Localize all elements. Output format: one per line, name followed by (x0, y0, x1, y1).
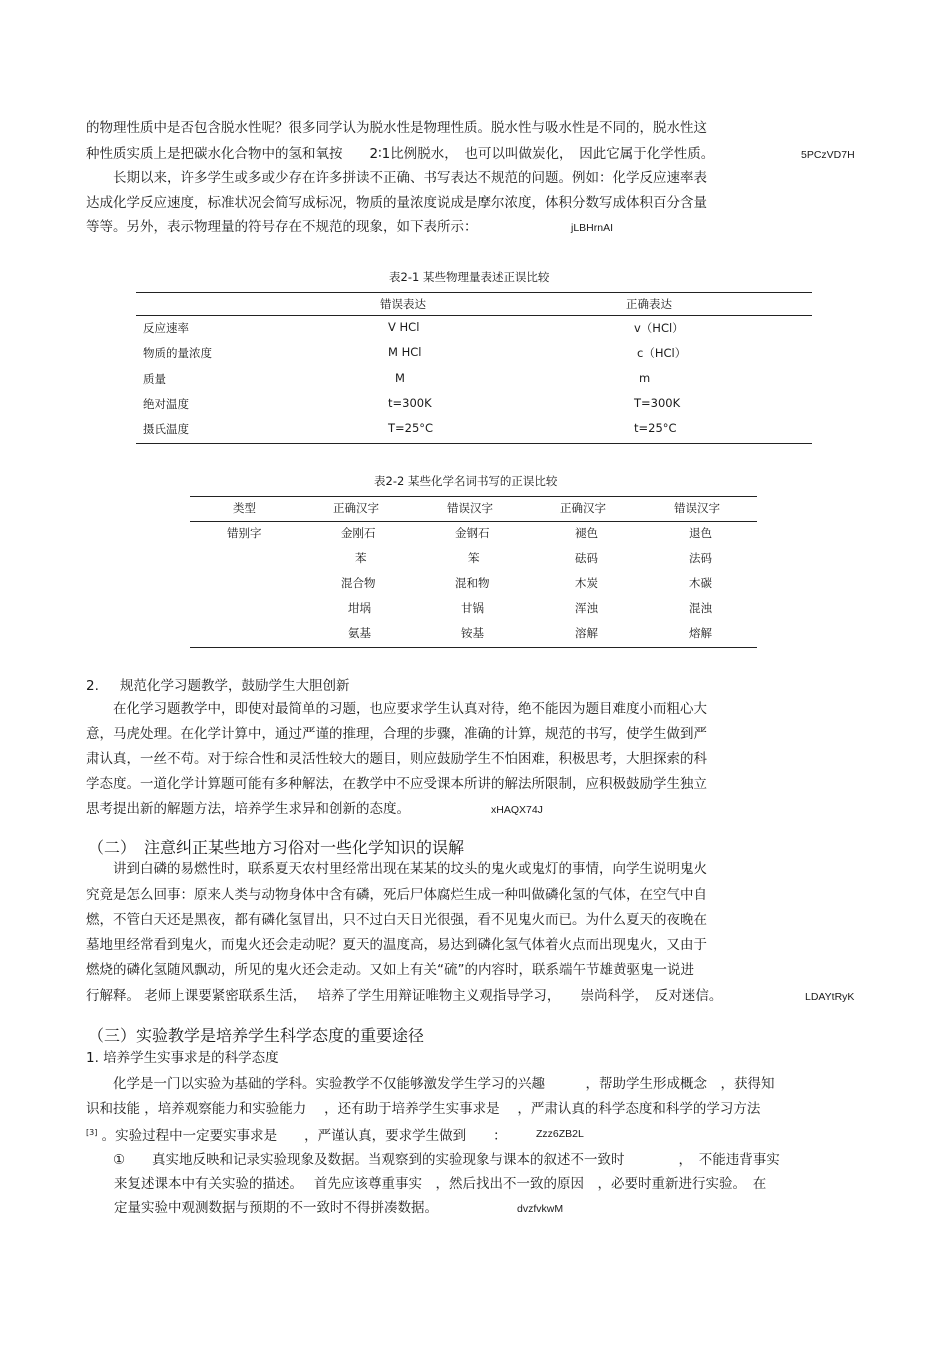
para-line: 识和技能 ，培养观察能力和实验能力 ，还有助于培养学生实事求是 ，严肃认真的科学态度和科学的学习方法 (86, 1101, 761, 1117)
table-rule (190, 647, 757, 648)
para-line: 学态度。一道化学计算题可能有多种解法，在教学中不应受课本所讲的解法所限制，应积极鼓励学生独立 (86, 776, 707, 792)
para-line: 长期以来，许多学生或多或少存在许多拼读不正确、书写表达不规范的问题。例如：化学反应速率表 (86, 170, 707, 186)
section-number: 2. (86, 678, 99, 694)
table-cell: 木炭 (575, 576, 598, 590)
para-line: 种性质实质上是把碳水化合物中的氢和氧按 2∶1比例脱水， 也可以叫做炭化， 因此它属于化学性质。 (86, 146, 715, 162)
para-line: 意，马虎处理。在化学计算中，通过严谨的推理，合理的步骤，准确的计算，规范的书写，使学生做到严 (86, 726, 707, 742)
section-heading: （三）实验教学是培养学生科学态度的重要途径 (88, 1026, 425, 1045)
para-line: 真实地反映和记录实验现象及数据。当观察到的实验现象与课本的叙述不一致时 ， 不能违背事实 (152, 1152, 780, 1168)
table-cell: M HCl (388, 345, 422, 359)
para-line: 达成化学反应速度，标准状况会简写成标况，物质的量浓度说成是摩尔浓度，体积分数写成体积百分含量 (86, 195, 707, 211)
table-cell: T=300K (634, 396, 681, 410)
table-header: 错误表达 (380, 297, 426, 311)
table-header: 错误汉字 (447, 501, 493, 515)
table-cell: 错别字 (227, 526, 262, 540)
section-heading: （二） 注意纠正某些地方习俗对一些化学知识的误解 (88, 838, 465, 857)
table-header: 正确汉字 (560, 501, 606, 515)
para-line: [3] 。实验过程中一定要实事求是 ，严谨认真，要求学生做到 ： (86, 1128, 507, 1144)
para-line: 究竟是怎么回事：原来人类与动物身体中含有磷，死后尸体腐烂生成一种叫做磷化氢的气体，在空气中自 (86, 887, 707, 903)
para-line: 定量实验中观测数据与预期的不一致时不得拼凑数据。 (114, 1200, 438, 1216)
table-cell: v（HCl） (634, 321, 684, 335)
para-line: 燃，不管白天还是黑夜，都有磷化氢冒出，只不过白天日光很强，看不见鬼火而已。为什么夏天的夜晚在 (86, 912, 707, 928)
table-cell: 退色 (689, 526, 712, 540)
list-marker: ① (113, 1152, 126, 1168)
table-cell: 混合物 (341, 576, 376, 590)
table-cell: 砝码 (575, 551, 598, 565)
para-line: 思考提出新的解题方法，培养学生求异和创新的态度。 (86, 801, 410, 817)
doc-code: xHAQX74J (491, 804, 543, 816)
table-caption: 表2-2 某些化学名词书写的正误比较 (374, 474, 558, 488)
table-cell: m (639, 371, 651, 385)
table-cell: 氨基 (348, 626, 371, 640)
table-cell: 铵基 (461, 626, 484, 640)
para-line: 燃烧的磷化氢随风飘动，所见的鬼火还会走动。又如上有关“硫”的内容时，联系端午节雄黄驱鬼一说进 (86, 962, 694, 978)
table-rule (136, 292, 812, 293)
table-cell: 褪色 (575, 526, 598, 540)
table-cell: 坩埚 (348, 601, 371, 615)
table-rule (190, 521, 757, 522)
para-line: 来复述课本中有关实验的描述。 首先应该尊重事实 ，然后找出不一致的原因 ，必要时重新进行实验。 在 (114, 1176, 767, 1192)
table-header: 错误汉字 (674, 501, 720, 515)
table-cell: T=25°C (388, 421, 434, 435)
para-line: 墓地里经常看到鬼火，而鬼火还会走动呢？夏天的温度高，易达到磷化氢气体着火点而出现鬼火，又由于 (86, 937, 707, 953)
table-cell: t=25°C (634, 421, 677, 435)
para-line: 讲到白磷的易燃性时，联系夏天农村里经常出现在某某的坟头的鬼火或鬼灯的事情，向学生说明鬼火 (86, 861, 707, 877)
doc-code: 5PCzVD7H (801, 149, 855, 161)
para-line: 等等。另外，表示物理量的符号存在不规范的现象，如下表所示： (86, 219, 478, 235)
section-title: 规范化学习题教学，鼓励学生大胆创新 (120, 678, 350, 694)
table-rule (136, 443, 812, 444)
table-header: 正确表达 (626, 297, 672, 311)
doc-code: Zzz6ZB2L (536, 1128, 584, 1140)
table-cell: 浑浊 (575, 601, 598, 615)
doc-code: LDAYtRyK (805, 991, 855, 1003)
table-caption: 表2-1 某些物理量表述正误比较 (389, 270, 550, 284)
table-cell: 溶解 (575, 626, 598, 640)
doc-code: jLBHrnAI (571, 222, 614, 234)
para-line: 的物理性质中是否包含脱水性呢？很多同学认为脱水性是物理性质。脱水性与吸水性是不同的，脱水性这 (86, 120, 707, 136)
table-header: 类型 (233, 501, 256, 515)
subsection-title: 1. 培养学生实事求是的科学态度 (86, 1050, 279, 1066)
table-cell: t=300K (388, 396, 432, 410)
table-cell: 摄氏温度 (143, 422, 189, 436)
table-cell: c（HCl） (637, 346, 687, 360)
table-cell: 法码 (689, 551, 712, 565)
para-line: 在化学习题教学中，即使对最简单的习题，也应要求学生认真对待，绝不能因为题目难度小而粗心大 (86, 701, 707, 717)
doc-code: dvzfvkwM (517, 1203, 564, 1215)
table-cell: 混浊 (689, 601, 712, 615)
table-cell: 木碳 (689, 576, 712, 590)
para-line: 行解释。 老师上课要紧密联系生活， 培养了学生用辩证唯物主义观指导学习， 崇尚科学， 反对迷信。 (86, 988, 723, 1004)
table-cell: M (395, 371, 405, 385)
table-cell: 混和物 (455, 576, 490, 590)
para-line: 肃认真，一丝不苟。对于综合性和灵活性较大的题目，则应鼓励学生不怕困难，积极思考，大胆探索的科 (86, 751, 707, 767)
table-cell: 金钢石 (455, 526, 490, 540)
table-cell: V HCl (388, 320, 420, 334)
table-cell: 金刚石 (341, 526, 376, 540)
table-cell: 甘锅 (461, 601, 484, 615)
table-cell: 绝对温度 (143, 397, 189, 411)
table-cell: 熔解 (689, 626, 712, 640)
table-header: 正确汉字 (333, 501, 379, 515)
table-rule (136, 315, 812, 316)
table-cell: 物质的量浓度 (143, 346, 212, 360)
citation-ref: [3] (86, 1128, 98, 1137)
table-cell: 质量 (143, 372, 166, 386)
para-line: 化学是一门以实验为基础的学科。实验教学不仅能够激发学生学习的兴趣 ，帮助学生形成概念 ，获得知 (86, 1076, 775, 1092)
table-cell: 苯 (355, 551, 367, 565)
table-cell: 反应速率 (143, 321, 189, 335)
table-rule (190, 496, 757, 497)
table-cell: 笨 (468, 551, 480, 565)
